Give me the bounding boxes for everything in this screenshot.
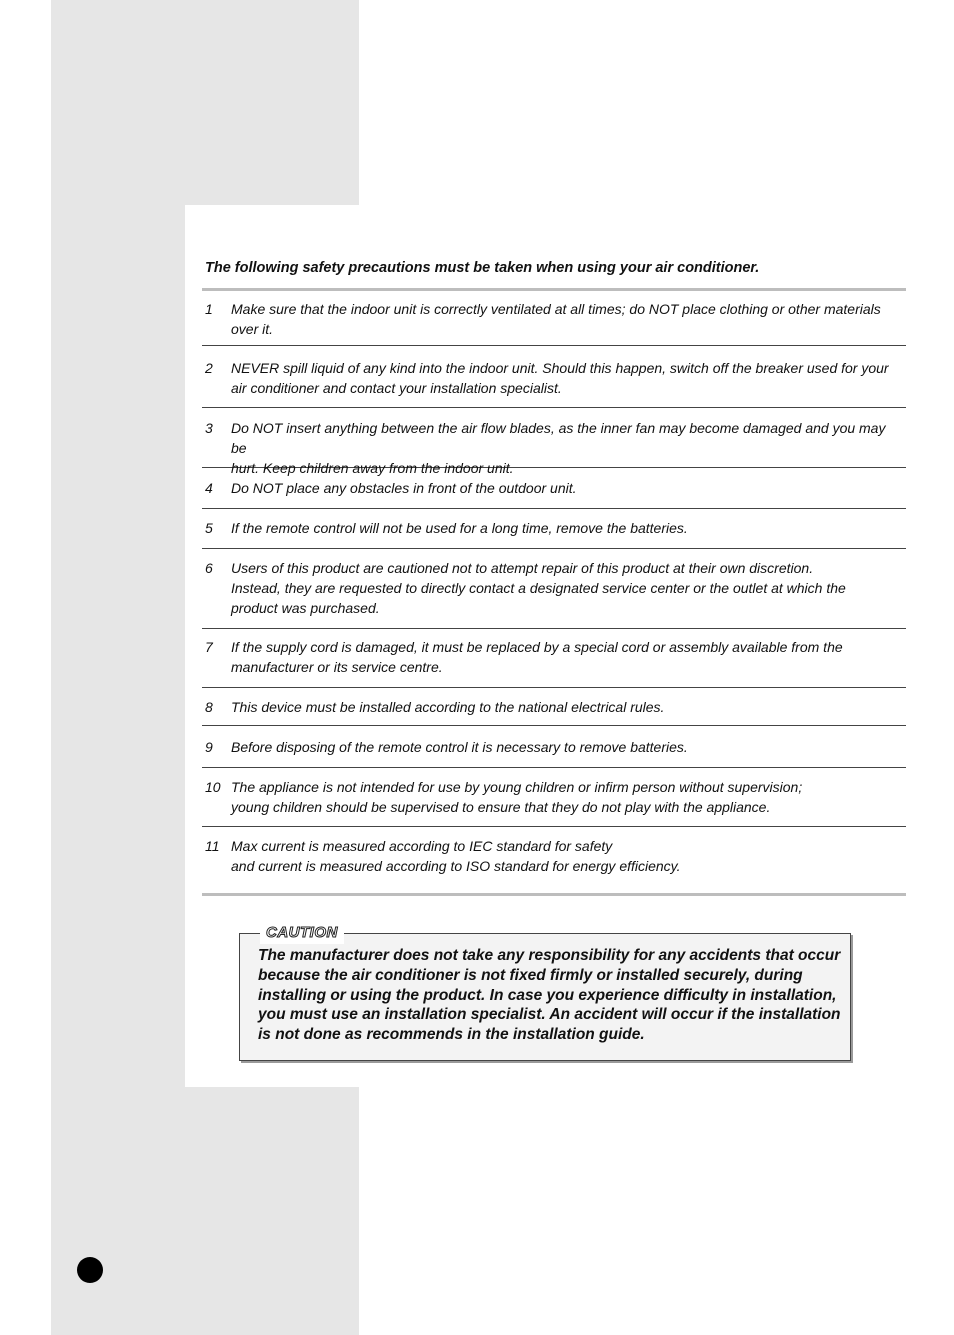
intro-heading: The following safety precautions must be taken when using your air conditioner. <box>205 260 760 276</box>
precaution-item-7 <box>202 637 906 688</box>
precaution-text: This device must be installed according to the national electrical rules. <box>231 699 665 715</box>
precaution-text: Do NOT insert anything between the air flow blades, as the inner fan may become damaged and you may be hurt. Keep children away from the indoor unit. <box>231 420 886 476</box>
bottom-divider <box>202 893 906 896</box>
precaution-text: Users of this product are cautioned not to attempt repair of this product at their own discretion. Instead, they are requested to directly contact a designated service center or the outlet at which the product was purchased. <box>231 560 846 616</box>
precaution-text: If the remote control will not be used for a long time, remove the batteries. <box>231 520 688 536</box>
precaution-item-3 <box>202 418 906 476</box>
precaution-item-2 <box>202 358 906 408</box>
precaution-item-8 <box>202 697 906 726</box>
precaution-text: Max current is measured according to IEC standard for safety and current is measured according to ISO standard for energy efficiency. <box>231 838 681 874</box>
page-marker-dot <box>77 1257 103 1283</box>
precaution-item-6 <box>202 558 906 629</box>
precaution-text: The appliance is not intended for use by young children or infirm person without supervision; young children should be supervised to ensure that they do not play with the appliance. <box>231 779 803 815</box>
precaution-item-9 <box>202 737 906 768</box>
precaution-number: 11 <box>205 838 220 854</box>
precaution-number: 3 <box>205 420 213 436</box>
precaution-number: 5 <box>205 520 213 536</box>
precaution-text: Do NOT place any obstacles in front of the outdoor unit. <box>231 480 577 496</box>
caution-text: The manufacturer does not take any responsibility for any accidents that occur because the air conditioner is not fixed firmly or installed securely, during installing or using the product. In case you experience difficulty in installation, you must use an installation specialist. An accident will occur if the installation is not done as recommends in the installation guide. <box>258 947 841 1044</box>
precaution-number: 2 <box>205 360 213 376</box>
precaution-number: 4 <box>205 480 213 496</box>
precaution-item-11 <box>202 836 906 886</box>
precaution-number: 9 <box>205 739 213 755</box>
precaution-number: 6 <box>205 560 213 576</box>
precaution-item-4 <box>202 478 906 509</box>
precaution-number: 10 <box>205 779 221 795</box>
precaution-number: 1 <box>205 301 213 317</box>
precaution-text: NEVER spill liquid of any kind into the indoor unit. Should this happen, switch off the breaker used for your air conditioner and contact your installation specialist. <box>231 360 889 396</box>
caution-box <box>239 924 851 1061</box>
top-divider <box>202 288 906 291</box>
precaution-text: Before disposing of the remote control it is necessary to remove batteries. <box>231 739 688 755</box>
precaution-text: If the supply cord is damaged, it must be replaced by a special cord or assembly available from the manufacturer or its service centre. <box>231 639 843 675</box>
precaution-item-10 <box>202 777 906 827</box>
precaution-number: 8 <box>205 699 213 715</box>
precaution-item-1 <box>202 299 906 346</box>
precaution-number: 7 <box>205 639 213 655</box>
precaution-item-5 <box>202 518 906 549</box>
precaution-text: Make sure that the indoor unit is correctly ventilated at all times; do NOT place clothing or other materials over it. <box>231 301 881 337</box>
caution-label: CAUTION <box>260 922 344 944</box>
